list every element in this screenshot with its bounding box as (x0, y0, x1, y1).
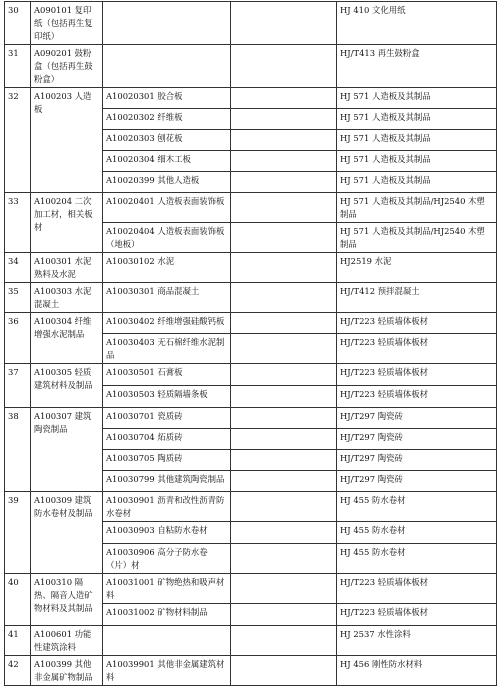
category-cell: A100303 水泥混凝土 (31, 283, 103, 313)
empty-cell (231, 193, 337, 223)
subcategory-cell: A10031002 矿物材料制品 (103, 604, 231, 626)
subcategory-cell: A10030701 瓷质砖 (103, 408, 231, 429)
standard-cell: HJ/T223 轻质墙体板材 (337, 313, 497, 334)
standard-cell: HJ/T223 轻质墙体板材 (337, 386, 497, 408)
subcategory-cell: A10030403 无石棉纤维水泥制品 (103, 334, 231, 364)
subcategory-cell: A10020404 人造板表面装饰板（地板） (103, 223, 231, 253)
subcategory-cell (103, 45, 231, 88)
subcategory-cell: A10030903 自粘防水卷材 (103, 522, 231, 544)
category-cell: A090201 鼓粉盒（包括再生鼓粉盒） (31, 45, 103, 88)
empty-cell (231, 471, 337, 492)
standard-cell: HJ/T223 轻质墙体板材 (337, 574, 497, 604)
empty-cell (231, 130, 337, 151)
empty-cell (231, 334, 337, 364)
empty-cell (231, 364, 337, 386)
table-row (5, 408, 497, 429)
empty-cell (231, 88, 337, 109)
empty-cell (231, 253, 337, 283)
empty-cell (231, 151, 337, 172)
standard-cell: HJ 456 刚性防水材料 (337, 656, 497, 686)
subcategory-cell: A10030799 其他建筑陶瓷制品 (103, 471, 231, 492)
table-row (5, 364, 497, 386)
table-row (5, 88, 497, 109)
standard-cell: HJ/T297 陶瓷砖 (337, 471, 497, 492)
standard-cell: HJ/T223 轻质墙体板材 (337, 334, 497, 364)
empty-cell (231, 313, 337, 334)
row-number-cell: 37 (5, 364, 31, 408)
empty-cell (231, 172, 337, 193)
empty-cell (231, 544, 337, 574)
category-cell: A100601 功能性建筑涂料 (31, 626, 103, 656)
standard-cell: HJ 571 人造板及其制品 (337, 151, 497, 172)
empty-cell (231, 2, 337, 45)
subcategory-cell: A10030402 纤维增强硅酸钙板 (103, 313, 231, 334)
subcategory-cell: A10020401 人造板表面装饰板 (103, 193, 231, 223)
standard-cell: HJ2519 水泥 (337, 253, 497, 283)
empty-cell (231, 283, 337, 313)
standard-cell: HJ/T223 轻质墙体板材 (337, 364, 497, 386)
row-number-cell: 39 (5, 492, 31, 574)
standard-cell: HJ 571 人造板及其制品 (337, 88, 497, 109)
row-number-cell: 36 (5, 313, 31, 364)
standard-cell: HJ/T413 再生鼓粉盒 (337, 45, 497, 88)
empty-cell (231, 386, 337, 408)
subcategory-cell: A10030705 陶质砖 (103, 450, 231, 471)
row-number-cell: 38 (5, 408, 31, 492)
table-body (5, 2, 497, 686)
row-number-cell: 31 (5, 45, 31, 88)
standard-cell: HJ 571 人造板及其制品 (337, 130, 497, 151)
subcategory-cell (103, 2, 231, 45)
table-row (5, 656, 497, 686)
empty-cell (231, 109, 337, 130)
empty-cell (231, 450, 337, 471)
subcategory-cell: A10020399 其他人造板 (103, 172, 231, 193)
standard-cell: HJ 455 防水卷材 (337, 492, 497, 522)
standard-cell: HJ/T412 预拌混凝土 (337, 283, 497, 313)
subcategory-cell: A10039901 其他非金属建筑材料 (103, 656, 231, 686)
row-number-cell: 32 (5, 88, 31, 193)
table-row (5, 253, 497, 283)
standard-cell: HJ/T223 轻质墙体板材 (337, 604, 497, 626)
category-cell: A100305 轻质建筑材料及制品 (31, 364, 103, 408)
subcategory-cell: A10031001 矿物绝热和吸声材料 (103, 574, 231, 604)
row-number-cell: 40 (5, 574, 31, 626)
standard-cell: HJ 455 防水卷材 (337, 522, 497, 544)
subcategory-cell: A10020301 胶合板 (103, 88, 231, 109)
category-cell: A100203 人造板 (31, 88, 103, 193)
standard-cell: HJ 571 人造板及其制品 (337, 172, 497, 193)
standard-cell: HJ/T297 陶瓷砖 (337, 408, 497, 429)
row-number-cell: 33 (5, 193, 31, 253)
subcategory-cell: A10020303 刨花板 (103, 130, 231, 151)
category-cell: A100204 二次加工材，相关板材 (31, 193, 103, 253)
standard-cell: HJ 455 防水卷材 (337, 544, 497, 574)
category-cell: A100301 水泥熟料及水泥 (31, 253, 103, 283)
empty-cell (231, 626, 337, 656)
empty-cell (231, 408, 337, 429)
subcategory-cell: A10030501 石膏板 (103, 364, 231, 386)
category-cell: A100309 建筑防水卷材及制品 (31, 492, 103, 574)
empty-cell (231, 604, 337, 626)
standard-cell: HJ/T297 陶瓷砖 (337, 450, 497, 471)
empty-cell (231, 656, 337, 686)
subcategory-cell: A10030301 商品混凝土 (103, 283, 231, 313)
row-number-cell: 30 (5, 2, 31, 45)
empty-cell (231, 574, 337, 604)
table-row (5, 574, 497, 604)
subcategory-cell: A10020304 细木工板 (103, 151, 231, 172)
subcategory-cell: A10030901 沥青和改性沥青防水卷材 (103, 492, 231, 522)
standard-cell: HJ 2537 水性涂料 (337, 626, 497, 656)
subcategory-cell: A10020302 纤维板 (103, 109, 231, 130)
product-standard-table (4, 1, 497, 686)
empty-cell (231, 522, 337, 544)
table-row (5, 313, 497, 334)
standard-cell: HJ 571 人造板及其制品 (337, 109, 497, 130)
standard-cell: HJ 410 文化用纸 (337, 2, 497, 45)
row-number-cell: 35 (5, 283, 31, 313)
standard-cell: HJ 571 人造板及其制品/HJ2540 木塑制品 (337, 223, 497, 253)
table-row (5, 492, 497, 522)
standard-cell: HJ 571 人造板及其制品/HJ2540 木塑制品 (337, 193, 497, 223)
table-row (5, 283, 497, 313)
standard-cell: HJ/T297 陶瓷砖 (337, 429, 497, 450)
subcategory-cell: A10030503 轻质隔墙条板 (103, 386, 231, 408)
table-row (5, 45, 497, 88)
row-number-cell: 41 (5, 626, 31, 656)
empty-cell (231, 45, 337, 88)
table-row (5, 2, 497, 45)
row-number-cell: 34 (5, 253, 31, 283)
subcategory-cell (103, 626, 231, 656)
category-cell: A090101 复印纸（包括再生复印纸） (31, 2, 103, 45)
row-number-cell: 42 (5, 656, 31, 686)
category-cell: A100399 其他非金属矿物制品 (31, 656, 103, 686)
subcategory-cell: A10030906 高分子防水卷（片）材 (103, 544, 231, 574)
category-cell: A100304 纤维增强水泥制品 (31, 313, 103, 364)
empty-cell (231, 429, 337, 450)
category-cell: A100307 建筑陶瓷制品 (31, 408, 103, 492)
subcategory-cell: A10030704 炻质砖 (103, 429, 231, 450)
table-row (5, 626, 497, 656)
empty-cell (231, 223, 337, 253)
subcategory-cell: A10030102 水泥 (103, 253, 231, 283)
category-cell: A100310 隔热、隔音人造矿物材料及其制品 (31, 574, 103, 626)
empty-cell (231, 492, 337, 522)
table-row (5, 193, 497, 223)
